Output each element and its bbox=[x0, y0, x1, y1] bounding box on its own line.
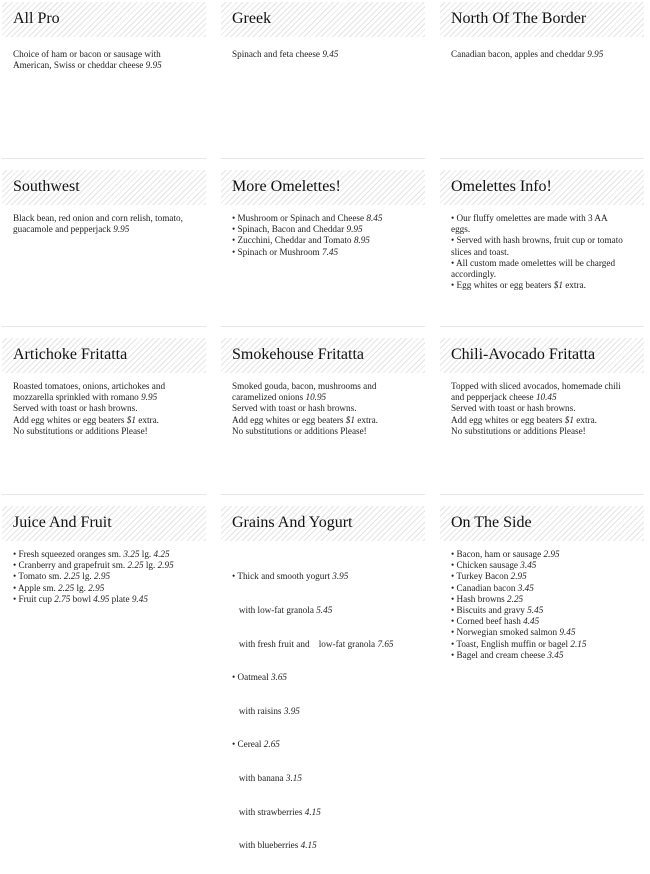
card-line: • Cranberry and grapefruit sm. 2.25 lg. 2.95 bbox=[13, 560, 174, 571]
card-line: • Mushroom or Spinach and Cheese 8.45 bbox=[232, 213, 383, 223]
card-line: Add egg whites or egg beaters $1 extra. bbox=[232, 414, 378, 425]
card-line: • Egg whites or egg beaters $1 extra. bbox=[451, 280, 586, 291]
card-line: caramelized onions 10.95 bbox=[232, 392, 327, 403]
card-line: with low-fat granola 5.45 bbox=[232, 605, 333, 616]
menu-card-juice-and-fruit bbox=[2, 506, 206, 605]
menu-card-southwest bbox=[2, 170, 206, 235]
card-divider bbox=[440, 494, 644, 495]
card-body bbox=[2, 205, 209, 235]
card-line: • Canadian bacon 3.45 bbox=[451, 582, 534, 593]
card-body bbox=[221, 541, 428, 874]
card-title: On The Side bbox=[440, 506, 644, 541]
card-title: Grains And Yogurt bbox=[221, 506, 425, 541]
card-title: Southwest bbox=[2, 170, 206, 205]
card-divider bbox=[2, 158, 206, 159]
card-body bbox=[2, 541, 209, 605]
card-line: Topped with sliced avocados, homemade chili bbox=[451, 381, 621, 391]
menu-card-artichoke-fritatta bbox=[2, 338, 206, 437]
card-line: eggs. bbox=[451, 224, 471, 235]
card-line: Spinach and feta cheese 9.45 bbox=[232, 49, 339, 59]
card-line: • Fresh squeezed oranges sm. 3.25 lg. 4.25 bbox=[13, 549, 170, 559]
card-divider bbox=[440, 326, 644, 327]
card-line: guacamole and pepperjack 9.95 bbox=[13, 224, 130, 235]
card-line: • Norwegian smoked salmon 9.45 bbox=[451, 627, 576, 638]
card-line: • All custom made omelettes will be charged bbox=[451, 257, 616, 268]
card-line: with banana 3.15 bbox=[232, 773, 302, 784]
menu-card-chili-avocado-fritatta bbox=[440, 338, 644, 437]
card-line: Black bean, red onion and corn relish, tomato, bbox=[13, 213, 183, 223]
menu-card-north-of-the-border bbox=[440, 2, 644, 60]
card-line: No substitutions or additions Please! bbox=[451, 425, 586, 436]
card-line: Canadian bacon, apples and cheddar 9.95 bbox=[451, 49, 604, 59]
card-line: • Biscuits and gravy 5.45 bbox=[451, 605, 544, 616]
card-line: No substitutions or additions Please! bbox=[13, 425, 148, 436]
card-line: • Bacon, ham or sausage 2.95 bbox=[451, 549, 560, 559]
card-line: mozzarella sprinkled with romano 9.95 bbox=[13, 392, 158, 403]
card-body bbox=[221, 373, 428, 437]
card-line: Served with toast or hash browns. bbox=[232, 403, 357, 414]
menu-card-more-omelettes bbox=[221, 170, 425, 258]
card-line: • Fruit cup 2.75 bowl 4.95 plate 9.45 bbox=[13, 593, 148, 604]
menu-card-all-pro bbox=[2, 2, 206, 71]
card-body bbox=[221, 37, 428, 60]
card-divider bbox=[440, 158, 644, 159]
card-body bbox=[440, 541, 647, 661]
card-body bbox=[2, 37, 209, 71]
card-line: American, Swiss or cheddar cheese 9.95 bbox=[13, 60, 162, 71]
card-title: North Of The Border bbox=[440, 2, 644, 37]
card-line: • Tomato sm. 2.25 lg. 2.95 bbox=[13, 571, 111, 582]
card-divider bbox=[2, 494, 206, 495]
card-title: Artichoke Fritatta bbox=[2, 338, 206, 373]
menu-card-greek bbox=[221, 2, 425, 60]
card-title: Omelettes Info! bbox=[440, 170, 644, 205]
card-line: • Apple sm. 2.25 lg. 2.95 bbox=[13, 582, 105, 593]
card-line: • Our fluffy omelettes are made with 3 AA bbox=[451, 213, 608, 223]
card-line: Served with toast or hash browns. bbox=[13, 403, 138, 414]
card-line: Smoked gouda, bacon, mushrooms and bbox=[232, 381, 377, 391]
menu-card-smokehouse-fritatta bbox=[221, 338, 425, 437]
card-line: • Served with hash browns, fruit cup or tomato bbox=[451, 235, 623, 246]
card-line: No substitutions or additions Please! bbox=[232, 425, 367, 436]
card-line: • Corned beef hash 4.45 bbox=[451, 616, 540, 627]
card-body bbox=[221, 205, 428, 258]
card-line: • Bagel and cream cheese 3.45 bbox=[451, 649, 564, 660]
card-body bbox=[440, 205, 647, 291]
card-line: • Oatmeal 3.65 bbox=[232, 672, 288, 683]
card-divider bbox=[221, 494, 425, 495]
card-title: Juice And Fruit bbox=[2, 506, 206, 541]
card-divider bbox=[221, 158, 425, 159]
menu-card-on-the-side bbox=[440, 506, 644, 661]
card-line: Choice of ham or bacon or sausage with bbox=[13, 49, 161, 59]
card-body bbox=[2, 373, 209, 437]
card-line: with strawberries 4.15 bbox=[232, 806, 321, 817]
card-body bbox=[440, 37, 647, 60]
card-title: All Pro bbox=[2, 2, 206, 37]
card-line: Roasted tomatoes, onions, artichokes and bbox=[13, 381, 166, 391]
card-line: • Cereal 2.65 bbox=[232, 739, 280, 750]
card-line: Add egg whites or egg beaters $1 extra. bbox=[13, 414, 159, 425]
card-line: Add egg whites or egg beaters $1 extra. bbox=[451, 414, 597, 425]
card-line: • Zucchini, Cheddar and Tomato 8.95 bbox=[232, 235, 370, 246]
card-line: • Thick and smooth yogurt 3.95 bbox=[232, 571, 349, 582]
card-line: • Turkey Bacon 2.95 bbox=[451, 571, 527, 582]
card-body bbox=[440, 373, 647, 437]
card-title: Smokehouse Fritatta bbox=[221, 338, 425, 373]
card-divider bbox=[2, 326, 206, 327]
card-title: Greek bbox=[221, 2, 425, 37]
card-title: Chili-Avocado Fritatta bbox=[440, 338, 644, 373]
card-line: • Spinach, Bacon and Cheddar 9.95 bbox=[232, 224, 363, 235]
card-line: • Hash browns 2.25 bbox=[451, 593, 524, 604]
card-line: • Chicken sausage 3.45 bbox=[451, 560, 537, 571]
card-line: • Toast, English muffin or bagel 2.15 bbox=[451, 638, 587, 649]
card-line: with blueberries 4.15 bbox=[232, 840, 317, 851]
card-line: accordingly. bbox=[451, 269, 497, 280]
card-line: Served with toast or hash browns. bbox=[451, 403, 576, 414]
card-line: slices and toast. bbox=[451, 246, 509, 257]
card-line: with fresh fruit and low-fat granola 7.65 bbox=[232, 638, 394, 649]
menu-card-omelettes-info bbox=[440, 170, 644, 291]
card-line: with raisins 3.95 bbox=[232, 705, 300, 716]
menu-card-grains-and-yogurt bbox=[221, 506, 425, 874]
card-line: and pepperjack cheese 10.45 bbox=[451, 392, 557, 403]
card-title: More Omelettes! bbox=[221, 170, 425, 205]
card-divider bbox=[221, 326, 425, 327]
card-line: • Spinach or Mushroom 7.45 bbox=[232, 246, 339, 257]
